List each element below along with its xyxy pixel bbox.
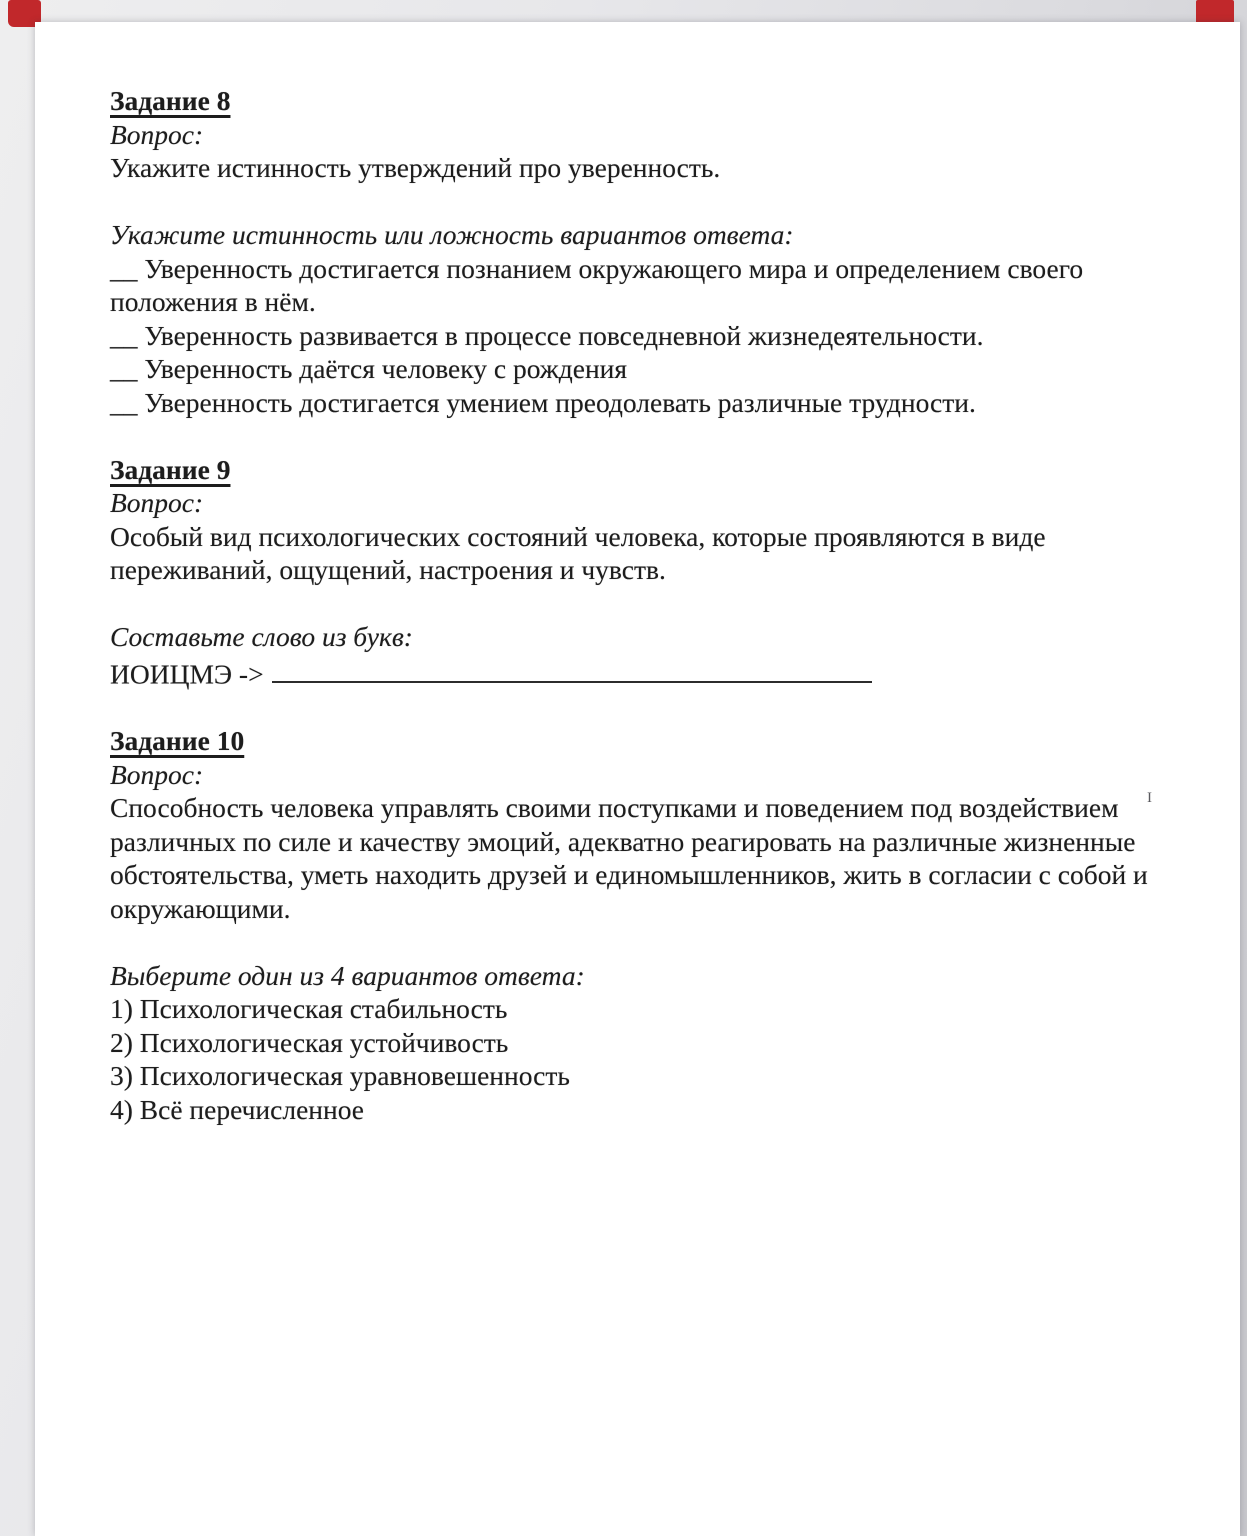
document-page [35,22,1240,1536]
task8-statement-1: __ Уверенность достигается познанием окружающего мира и определением своего положения в нём. [110,252,1084,317]
task10-option-1: 1) Психологическая стабильность [110,993,508,1024]
task9-question-label: Вопрос: [110,487,204,518]
task8-statement-4: __ Уверенность достигается умением преодолевать различные трудности. [110,386,976,418]
task9-anagram-row [110,654,1150,691]
document-content [110,84,1150,1126]
anagram-prompt: ИОИЦМЭ -> [110,658,264,689]
answer-blank-line [272,654,872,684]
task10-question-label: Вопрос: [110,758,204,790]
task9-question-text: Особый вид психологических состояний человека, которые проявляются в виде переживаний, ощущений, настроения и чувств. [110,520,1046,585]
task8-statement-2: __ Уверенность развивается в процессе повседневной жизнедеятельности. [110,319,984,351]
task10-title: Задание 10 [110,725,245,756]
task10-option-3: 3) Психологическая уравновешенность [110,1060,570,1091]
task10-option-4: 4) Всё перечисленное [110,1093,365,1125]
text-cursor-mark: I [1147,790,1152,806]
task8-question-label: Вопрос: [110,118,204,150]
task10-instruction: Выберите один из 4 вариантов ответа: [110,959,585,991]
task9-title: Задание 9 [110,453,231,485]
task8-question-text: Укажите истинность утверждений про уверенность. [110,152,721,183]
task8-statement-3: __ Уверенность даётся человеку с рождения [110,353,628,384]
task9-instruction: Составьте слово из букв: [110,621,413,652]
task8-instruction: Укажите истинность или ложность вариантов ответа: [110,219,794,250]
task8-title: Задание 8 [110,85,231,116]
task10-question-text: Способность человека управлять своими поступками и поведением под воздействием различных по силе и качеству эмоций, адекватно реагировать на различные жизненные обстоятельства, уметь находить друзей и единомышленников, жить в согласии с собой и окружающими. [110,792,1148,924]
task10-option-2: 2) Психологическая устойчивость [110,1026,509,1058]
